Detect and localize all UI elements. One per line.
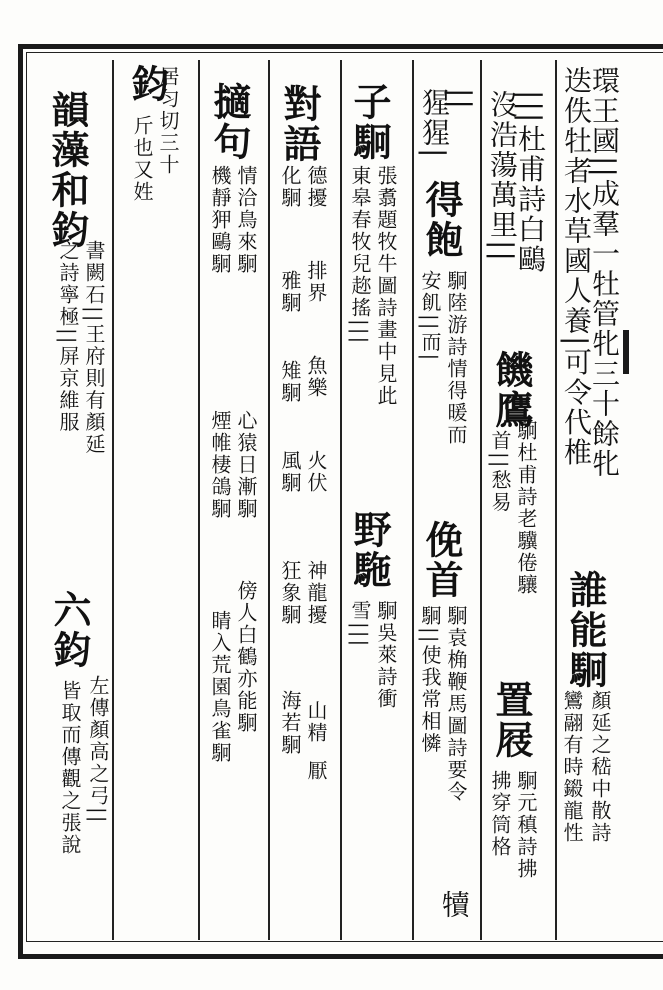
phrase-text: 擿句: [207, 82, 252, 162]
annotation: [280, 270, 300, 314]
heading-phrase: [207, 82, 252, 162]
phrase-text: 韻藻和鈞: [45, 90, 90, 250]
annotation-text: 魚樂: [304, 355, 328, 399]
heading-phrase: [47, 590, 92, 670]
annotation-text: 首||愁易: [488, 430, 512, 514]
phrase-text: 置屐: [489, 680, 534, 760]
annotation: [84, 240, 104, 455]
annotation: [132, 115, 152, 203]
annotation-text: 鸞翮有時鎩龍性: [560, 690, 584, 844]
annotation-text: 情洽鳥來駉: [234, 165, 258, 275]
annotation-text: 狂象駉: [278, 560, 302, 626]
annotation: [590, 690, 610, 844]
annotation: [280, 360, 300, 404]
annotation-text: 左傳顏高之弓||: [86, 675, 110, 825]
annotation: [280, 450, 300, 494]
annotation-text: 排界: [304, 260, 328, 304]
annotation-text: 火伏: [304, 450, 328, 494]
text-line: 環王國||成羣一牡管牝三十餘牝: [588, 66, 621, 479]
text-column: [418, 88, 451, 160]
heading-phrase: [419, 180, 464, 260]
annotation-text: 心猿日漸駉: [234, 410, 258, 520]
text-column: [560, 66, 593, 468]
annotation: [280, 165, 300, 209]
heading-phrase: [347, 510, 392, 590]
annotation: [88, 675, 108, 824]
annotation-text: 張翥題牧牛圖詩畫中見此: [374, 165, 398, 407]
annotation-text: 厭: [304, 760, 328, 782]
annotation: [280, 560, 300, 626]
text-line: ||: [444, 88, 477, 111]
annotation: [350, 600, 370, 648]
heading-phrase: [489, 350, 534, 430]
annotation: [446, 605, 466, 803]
page-edge-mark: [623, 330, 629, 374]
heading-phrase: [277, 84, 322, 164]
phrase-text: 野駞: [347, 510, 392, 590]
annotation-text: 雅駉: [278, 270, 302, 314]
heading-phrase: [489, 680, 534, 760]
annotation-text: 安飢||而|: [418, 270, 442, 363]
text-line: 沒浩蕩萬里||: [486, 90, 519, 263]
annotation: [516, 420, 536, 596]
annotation-text: 東皋春牧兒趂搖|||: [348, 165, 372, 346]
annotation: [376, 165, 396, 407]
column-rule: [268, 60, 270, 940]
annotation-text: 駉袁桷鞭馬圖詩要令: [444, 605, 468, 803]
heading-phrase: [347, 82, 392, 162]
phrase-text: 六鈞: [47, 590, 92, 670]
annotation-text: 駉杜甫詩老驥倦驤: [514, 420, 538, 596]
annotation: [236, 410, 256, 520]
annotation: [210, 410, 230, 520]
annotation-text: 駉元稹詩拂: [514, 770, 538, 880]
heading-phrase: [45, 90, 90, 250]
annotation: [420, 605, 440, 754]
phrase-text: 得飽: [419, 180, 464, 260]
annotation-text: 神龍擾: [304, 560, 328, 626]
annotation-text: 傍人白鶴亦能駉: [234, 580, 258, 734]
column-rule: [198, 60, 200, 940]
text-line: 猩猩|: [418, 88, 451, 160]
annotation: [306, 700, 326, 744]
text-column: [588, 66, 621, 479]
phrase-text: 誰能駉: [563, 570, 608, 690]
annotation: [306, 450, 326, 494]
annotation-text: 之詩寧極||屏京維服: [56, 240, 80, 434]
annotation: [350, 165, 370, 345]
annotation-text: 駉||使我常相憐: [418, 605, 442, 755]
annotation-text: 德擾: [304, 165, 328, 209]
heading-phrase: [419, 520, 464, 600]
annotation-text: 駉陸游詩情得暖而: [444, 270, 468, 446]
annotation: [562, 690, 582, 844]
annotation: [236, 165, 256, 275]
annotation: [306, 260, 326, 304]
annotation: [446, 270, 466, 446]
annotation-text: 山精: [304, 700, 328, 744]
annotation: [490, 430, 510, 513]
annotation: [210, 610, 230, 764]
annotation: [376, 600, 396, 710]
annotation-text: 駉吳萊詩衝: [374, 600, 398, 710]
annotation: [236, 580, 256, 734]
text-line: |||杜甫詩白鷗: [514, 90, 547, 275]
text-column: [438, 890, 471, 920]
phrase-text: 子駉: [347, 82, 392, 162]
phrase-text: 饑鷹: [489, 350, 534, 430]
annotation: [280, 690, 300, 756]
annotation: [490, 770, 510, 858]
text-column: [514, 90, 547, 275]
annotation-text: 書闕石||王府則有顏延: [82, 240, 106, 456]
annotation: [306, 560, 326, 626]
annotation-text: 皆取而傳觀之張說: [58, 680, 82, 856]
text-column: [486, 90, 519, 263]
annotation-text: 雉駉: [278, 360, 302, 404]
annotation: [306, 355, 326, 399]
annotation-text: 睛入荒園鳥雀駉: [208, 610, 232, 764]
column-rule: [555, 60, 557, 940]
phrase-text: 對語: [277, 84, 322, 164]
phrase-text: 俛首: [419, 520, 464, 600]
annotation-text: 化駉: [278, 165, 302, 209]
annotation-text: 斤也又姓: [130, 115, 154, 203]
text-line: 迭佚牡者水草國人養|可令代椎: [560, 66, 593, 468]
column-rule: [412, 60, 414, 940]
annotation-text: 機靜狎鷗駉: [208, 165, 232, 275]
annotation-text: 居匀切三十: [156, 66, 180, 176]
annotation-text: 海若駉: [278, 690, 302, 756]
text-line: 犢: [438, 890, 471, 920]
column-rule: [340, 60, 342, 940]
heading-phrase: [563, 570, 608, 690]
column-rule: [480, 60, 482, 940]
phrase-text: 鈞: [125, 64, 170, 104]
annotation-text: 煙帷棲鴿駉: [208, 410, 232, 520]
annotation-text: 拂穿筒格: [488, 770, 512, 858]
annotation: [516, 770, 536, 880]
annotation: [58, 240, 78, 433]
annotation: [158, 66, 178, 176]
annotation: [60, 680, 80, 856]
annotation: [306, 760, 326, 782]
annotation: [420, 270, 440, 362]
annotation-text: 雪|||: [348, 600, 372, 649]
annotation: [210, 165, 230, 275]
annotation-text: 風駉: [278, 450, 302, 494]
column-rule: [112, 60, 114, 940]
annotation: [306, 165, 326, 209]
annotation-text: 顏延之嵇中散詩: [588, 690, 612, 844]
